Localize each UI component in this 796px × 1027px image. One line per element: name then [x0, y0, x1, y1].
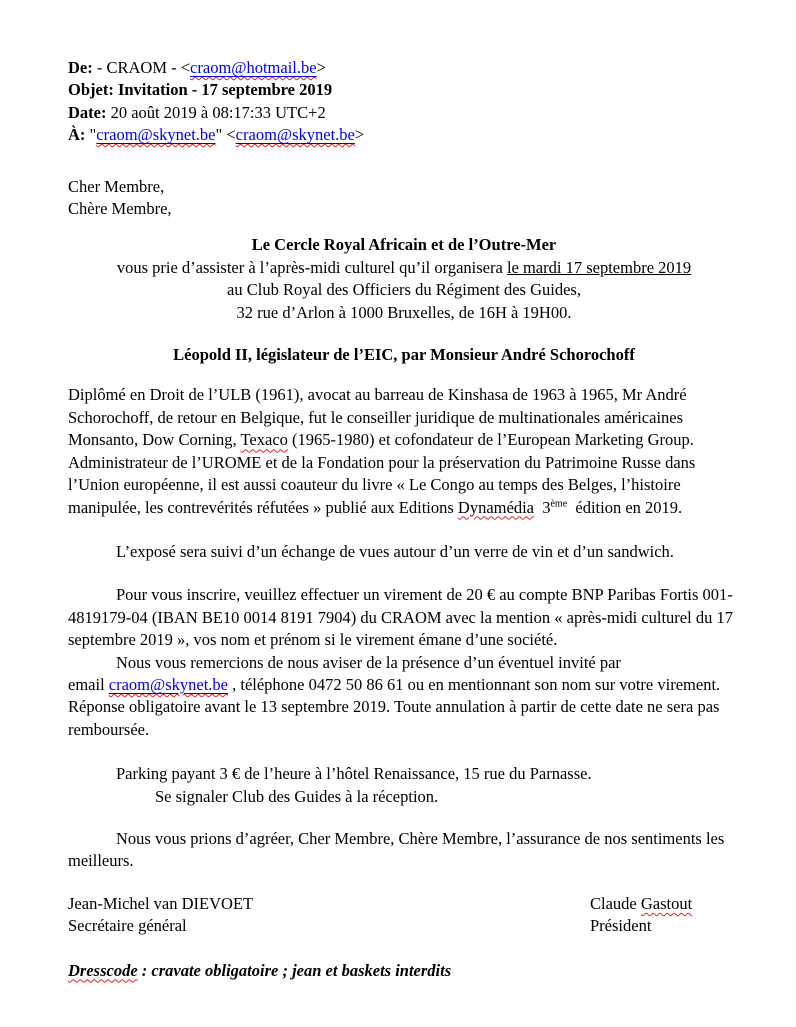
- subject-text: Objet: Invitation - 17 septembre 2019: [68, 80, 333, 100]
- from-label: De:: [68, 58, 93, 77]
- header-date-line: [68, 102, 740, 124]
- gastout-spellcheck: Gastout: [640, 893, 693, 913]
- bio-line-4: Administrateur de l’UROME et de la Fondation pour la préservation du Patrimoine Russe dans: [68, 452, 696, 472]
- secretary-name: Jean-Michel van DIEVOET: [68, 893, 254, 913]
- signatures: [68, 893, 740, 938]
- payment-line-1: Pour vous inscrire, veuillez effectuer un virement de 20 € au compte BNP Paribas Fortis 001-: [116, 585, 733, 605]
- to-mid: " <: [215, 125, 236, 145]
- president-name: Claude Gastout: [590, 893, 693, 913]
- from-prefix: - CRAOM - <: [92, 58, 191, 77]
- secretary-title: Secrétaire général: [68, 916, 187, 936]
- payment-line-3: septembre 2019 », vos nom et prénom si le virement émane d’une société.: [68, 630, 558, 650]
- closing-paragraph: [68, 828, 740, 873]
- closing-line-1: Nous vous prions d’agréer, Cher Membre, Chère Membre, l’assurance de nos sentiments les: [116, 828, 725, 848]
- from-email-link[interactable]: craom@hotmail.be: [190, 58, 317, 77]
- header-to-line: [68, 124, 740, 146]
- invitation-line-3: 32 rue d’Arlon à 1000 Bruxelles, de 16H à 19H00.: [236, 302, 572, 322]
- date-value: 20 août 2019 à 08:17:33 UTC+2: [106, 102, 326, 122]
- talk-title: Léopold II, législateur de l’EIC, par Monsieur André Schorochoff: [173, 345, 635, 365]
- invitation-line-2: au Club Royal des Officiers du Régiment des Guides,: [227, 280, 581, 300]
- header-subject-line: [68, 79, 740, 101]
- rsvp-line-3: Réponse obligatoire avant le 13 septembre 2019. Toute annulation à partir de cette date ne sera pas: [68, 697, 720, 717]
- president-title: Président: [590, 916, 652, 936]
- parking-line-1: Parking payant 3 € de l’heure à l’hôtel Renaissance, 15 rue du Parnasse.: [116, 764, 592, 784]
- to-open-quote: ": [85, 125, 97, 145]
- expose-paragraph: L’exposé sera suivi d’un échange de vues autour d’un verre de vin et d’un sandwich.: [116, 541, 674, 561]
- to-email-link-2[interactable]: craom@skynet.be: [235, 125, 355, 145]
- rsvp-line-1: Nous vous remercions de nous aviser de la présence d’un éventuel invité par: [116, 652, 621, 672]
- invitation-block: [68, 234, 740, 324]
- signature-row-names: [68, 893, 740, 915]
- edition-superscript: ème: [550, 498, 568, 509]
- rsvp-email-link[interactable]: craom@skynet.be: [108, 674, 228, 694]
- to-email-link-1[interactable]: craom@skynet.be: [96, 125, 216, 145]
- bio-line-6: manipulée, les contrevérités réfutées » publié aux Editions Dynamédia 3ème édition en 2019.: [68, 497, 683, 517]
- greeting-line-2: Chère Membre,: [68, 199, 172, 219]
- texaco-spellcheck: Texaco: [240, 430, 288, 450]
- bio-line-2: Schorochoff, de retour en Belgique, fut le conseiller juridique de multinationales américaines: [68, 407, 684, 427]
- email-headers: [68, 57, 740, 147]
- rsvp-paragraph: [68, 652, 740, 742]
- greeting-line-1: Cher Membre,: [68, 176, 165, 196]
- speaker-bio: [68, 384, 740, 518]
- rsvp-line-4: remboursée.: [68, 719, 150, 739]
- signature-row-titles: [68, 915, 740, 937]
- to-close: >: [354, 125, 365, 145]
- parking-info: [68, 763, 740, 808]
- parking-line-2: Se signaler Club des Guides à la réception.: [155, 786, 439, 806]
- invitation-line-1: vous prie d’assister à l’après-midi culturel qu’il organisera le mardi 17 septembre 2019: [116, 257, 692, 277]
- from-spellcheck-wrap: [190, 58, 317, 77]
- rsvp-spellcheck-wrap: [109, 675, 228, 694]
- event-date-underlined: le mardi 17 septembre 2019: [506, 257, 692, 277]
- organization-name: Le Cercle Royal Africain et de l’Outre-Mer: [251, 235, 557, 255]
- date-label: Date:: [68, 102, 107, 122]
- bio-line-1: Diplômé en Droit de l’ULB (1961), avocat au barreau de Kinshasa de 1963 à 1965, Mr André: [68, 385, 687, 405]
- payment-line-2: 4819179-04 (IBAN BE10 0014 8191 7904) du CRAOM avec la mention « après-midi culturel du 17: [68, 607, 733, 627]
- rsvp-line-2: email craom@skynet.be , téléphone 0472 50 86 61 ou en mentionnant son nom sur votre virement.: [68, 674, 721, 694]
- greeting: [68, 176, 740, 221]
- bio-line-5: l’Union européenne, il est aussi coauteur du livre « Le Congo au temps des Belges, l’histoire: [68, 475, 681, 495]
- payment-paragraph: [68, 584, 740, 651]
- dresscode-spellcheck: Dresscode: [68, 960, 138, 980]
- bio-line-3: Monsanto, Dow Corning, Texaco (1965-1980) et cofondateur de l’European Marketing Group.: [68, 430, 694, 450]
- to-spellcheck-wrap-1: [96, 125, 215, 144]
- dresscode-note: Dresscode : cravate obligatoire ; jean et baskets interdits: [68, 960, 452, 980]
- to-label: À:: [68, 125, 86, 145]
- dynamedia-spellcheck: Dynamédia: [457, 497, 534, 517]
- from-suffix: >: [316, 58, 326, 77]
- to-spellcheck-wrap-2: [236, 125, 355, 144]
- header-from-line: [68, 57, 740, 79]
- closing-line-2: meilleurs.: [68, 851, 134, 871]
